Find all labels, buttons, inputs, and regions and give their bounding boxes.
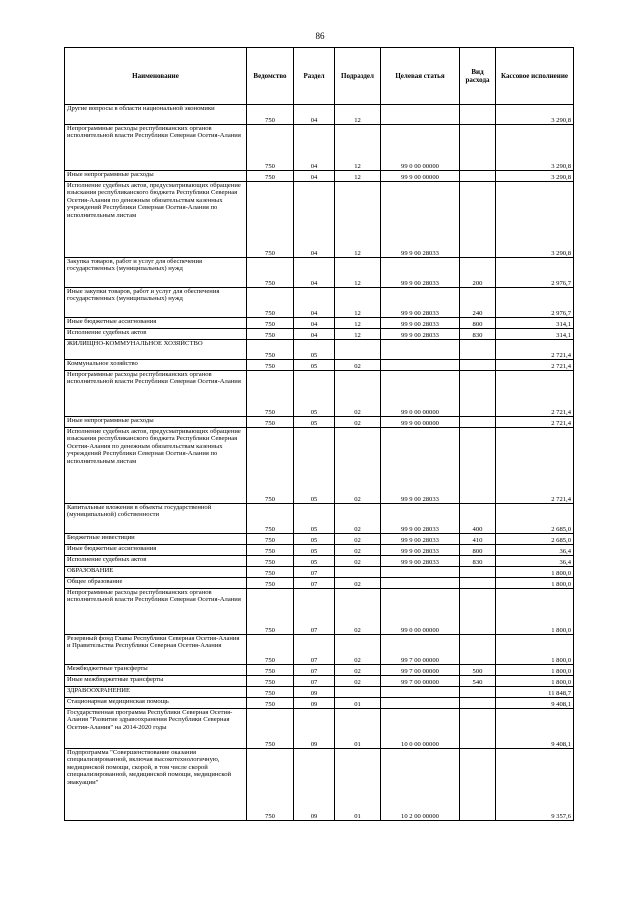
- row-subsection-cell: [335, 340, 381, 360]
- row-subsection-cell: 12: [335, 171, 381, 182]
- row-name-cell: Другие вопросы в области национальной экономики: [65, 105, 247, 125]
- row-section-cell: 07: [294, 567, 335, 578]
- row-subsection-cell: 02: [335, 545, 381, 556]
- row-amount-cell: 3 290,8: [496, 125, 574, 171]
- row-expense-type-cell: 400: [460, 504, 496, 534]
- row-name-cell: Иные непрограммные расходы: [65, 171, 247, 182]
- row-department-cell: 750: [247, 182, 294, 258]
- table-row: [65, 556, 574, 567]
- row-amount-cell: 314,1: [496, 318, 574, 329]
- row-department-cell: 750: [247, 589, 294, 635]
- row-amount-cell: 9 408,1: [496, 698, 574, 709]
- row-target-item-cell: 99 9 00 28033: [381, 504, 460, 534]
- table-row: [65, 258, 574, 288]
- row-name-cell: ЗДРАВООХРАНЕНИЕ: [65, 687, 247, 698]
- row-department-cell: 750: [247, 698, 294, 709]
- row-department-cell: 750: [247, 665, 294, 676]
- table-row: [65, 504, 574, 534]
- row-amount-cell: 314,1: [496, 329, 574, 340]
- row-section-cell: 04: [294, 171, 335, 182]
- row-amount-cell: 1 800,0: [496, 589, 574, 635]
- row-expense-type-cell: [460, 589, 496, 635]
- row-section-cell: 05: [294, 371, 335, 417]
- table-row: [65, 318, 574, 329]
- row-section-cell: 05: [294, 340, 335, 360]
- row-section-cell: 04: [294, 288, 335, 318]
- row-section-cell: 05: [294, 545, 335, 556]
- row-target-item-cell: 99 0 00 00000: [381, 589, 460, 635]
- row-section-cell: 07: [294, 578, 335, 589]
- row-target-item-cell: 99 9 00 00000: [381, 417, 460, 428]
- row-subsection-cell: 02: [335, 428, 381, 504]
- table-row: [65, 360, 574, 371]
- row-subsection-cell: 02: [335, 360, 381, 371]
- row-target-item-cell: 10 0 00 00000: [381, 709, 460, 749]
- row-expense-type-cell: [460, 687, 496, 698]
- row-target-item-cell: [381, 578, 460, 589]
- row-name-cell: Иные закупки товаров, работ и услуг для обеспечения государственных (муниципальных) нужд: [65, 288, 247, 318]
- table-row: [65, 687, 574, 698]
- row-expense-type-cell: 540: [460, 676, 496, 687]
- row-target-item-cell: 99 0 00 00000: [381, 371, 460, 417]
- row-expense-type-cell: 800: [460, 318, 496, 329]
- row-department-cell: 750: [247, 171, 294, 182]
- table-row: [65, 665, 574, 676]
- row-amount-cell: 3 290,8: [496, 105, 574, 125]
- row-target-item-cell: [381, 360, 460, 371]
- row-section-cell: 05: [294, 534, 335, 545]
- row-target-item-cell: 99 9 00 28033: [381, 182, 460, 258]
- row-subsection-cell: 01: [335, 709, 381, 749]
- row-amount-cell: 2 976,7: [496, 288, 574, 318]
- row-target-item-cell: 99 9 00 28033: [381, 545, 460, 556]
- row-name-cell: Бюджетные инвестиции: [65, 534, 247, 545]
- row-amount-cell: 2 721,4: [496, 371, 574, 417]
- row-department-cell: 750: [247, 318, 294, 329]
- column-header-section: Раздел: [294, 48, 335, 105]
- row-amount-cell: 9 408,1: [496, 709, 574, 749]
- row-amount-cell: 2 721,4: [496, 417, 574, 428]
- column-header-name: Наименование: [65, 48, 247, 105]
- row-name-cell: Стационарная медицинская помощь: [65, 698, 247, 709]
- row-department-cell: 750: [247, 105, 294, 125]
- budget-execution-table: [64, 47, 574, 821]
- table-row: [65, 171, 574, 182]
- row-target-item-cell: 99 9 00 28033: [381, 556, 460, 567]
- row-section-cell: 07: [294, 665, 335, 676]
- row-name-cell: Непрограммные расходы республиканских органов исполнительной власти Республики Северная Осетия-Алания: [65, 589, 247, 635]
- row-name-cell: Исполнение судебных актов: [65, 556, 247, 567]
- table-row: [65, 567, 574, 578]
- row-department-cell: 750: [247, 534, 294, 545]
- row-expense-type-cell: [460, 417, 496, 428]
- row-department-cell: 750: [247, 556, 294, 567]
- column-header-target-item: Целевая статья: [381, 48, 460, 105]
- table-row: [65, 182, 574, 258]
- row-amount-cell: 2 976,7: [496, 258, 574, 288]
- row-section-cell: 05: [294, 556, 335, 567]
- row-name-cell: Исполнение судебных актов: [65, 329, 247, 340]
- row-expense-type-cell: [460, 428, 496, 504]
- row-subsection-cell: 12: [335, 125, 381, 171]
- row-expense-type-cell: [460, 340, 496, 360]
- row-section-cell: 04: [294, 329, 335, 340]
- row-department-cell: 750: [247, 288, 294, 318]
- row-amount-cell: 2 685,0: [496, 534, 574, 545]
- table-row: [65, 545, 574, 556]
- row-name-cell: Иные бюджетные ассигнования: [65, 545, 247, 556]
- row-amount-cell: 1 800,0: [496, 578, 574, 589]
- table-row: [65, 340, 574, 360]
- row-subsection-cell: 02: [335, 635, 381, 665]
- row-department-cell: 750: [247, 578, 294, 589]
- table-row: [65, 105, 574, 125]
- row-section-cell: 09: [294, 749, 335, 821]
- row-name-cell: Резервный фонд Главы Республики Северная Осетия-Алания и Правительства Республики Северная Осетия-Алания: [65, 635, 247, 665]
- row-subsection-cell: 02: [335, 556, 381, 567]
- row-section-cell: 04: [294, 318, 335, 329]
- row-section-cell: 09: [294, 709, 335, 749]
- row-subsection-cell: 12: [335, 288, 381, 318]
- table-row: [65, 676, 574, 687]
- row-expense-type-cell: [460, 567, 496, 578]
- row-subsection-cell: 12: [335, 258, 381, 288]
- row-amount-cell: 1 800,0: [496, 676, 574, 687]
- row-subsection-cell: [335, 567, 381, 578]
- row-amount-cell: 1 800,0: [496, 567, 574, 578]
- row-subsection-cell: 01: [335, 749, 381, 821]
- row-expense-type-cell: 830: [460, 556, 496, 567]
- row-target-item-cell: 99 9 00 28033: [381, 258, 460, 288]
- row-expense-type-cell: [460, 182, 496, 258]
- table-row: [65, 288, 574, 318]
- row-name-cell: Закупка товаров, работ и услуг для обеспечения государственных (муниципальных) нужд: [65, 258, 247, 288]
- row-department-cell: 750: [247, 371, 294, 417]
- row-subsection-cell: 12: [335, 182, 381, 258]
- row-name-cell: ЖИЛИЩНО-КОММУНАЛЬНОЕ ХОЗЯЙСТВО: [65, 340, 247, 360]
- table-row: [65, 428, 574, 504]
- row-department-cell: 750: [247, 125, 294, 171]
- row-target-item-cell: 10 2 00 00000: [381, 749, 460, 821]
- row-name-cell: Подпрограмма "Совершенствование оказания специализированной, включая высокотехнологичную, медицинской помощи, скорой, в том числе скорой специализированной, медицинской помощи, медицинской эвакуации": [65, 749, 247, 821]
- table-row: [65, 709, 574, 749]
- row-amount-cell: 9 357,6: [496, 749, 574, 821]
- row-subsection-cell: 02: [335, 371, 381, 417]
- row-target-item-cell: [381, 340, 460, 360]
- row-expense-type-cell: 240: [460, 288, 496, 318]
- column-header-department: Ведомство: [247, 48, 294, 105]
- row-subsection-cell: [335, 687, 381, 698]
- row-department-cell: 750: [247, 340, 294, 360]
- row-section-cell: 04: [294, 182, 335, 258]
- row-expense-type-cell: [460, 171, 496, 182]
- row-department-cell: 750: [247, 504, 294, 534]
- row-amount-cell: 36,4: [496, 556, 574, 567]
- row-amount-cell: 1 800,0: [496, 665, 574, 676]
- row-name-cell: Межбюджетные трансферты: [65, 665, 247, 676]
- table-header-row: [65, 48, 574, 105]
- row-section-cell: 05: [294, 360, 335, 371]
- page-number: 86: [315, 31, 325, 41]
- row-department-cell: 750: [247, 360, 294, 371]
- table-body: [65, 105, 574, 821]
- table-row: [65, 589, 574, 635]
- row-target-item-cell: 99 9 00 00000: [381, 171, 460, 182]
- row-target-item-cell: 99 0 00 00000: [381, 125, 460, 171]
- row-subsection-cell: 12: [335, 105, 381, 125]
- row-expense-type-cell: 500: [460, 665, 496, 676]
- row-target-item-cell: 99 9 00 28033: [381, 329, 460, 340]
- row-amount-cell: 1 800,0: [496, 635, 574, 665]
- table-row: [65, 698, 574, 709]
- row-name-cell: Общее образование: [65, 578, 247, 589]
- row-amount-cell: 36,4: [496, 545, 574, 556]
- table-row: [65, 329, 574, 340]
- column-header-expense-type: Вид расхода: [460, 48, 496, 105]
- row-expense-type-cell: [460, 105, 496, 125]
- row-amount-cell: 2 721,4: [496, 360, 574, 371]
- row-section-cell: 05: [294, 428, 335, 504]
- row-subsection-cell: 02: [335, 589, 381, 635]
- row-department-cell: 750: [247, 545, 294, 556]
- row-department-cell: 750: [247, 329, 294, 340]
- row-name-cell: Капитальные вложения в объекты государственной (муниципальной) собственности: [65, 504, 247, 534]
- row-section-cell: 04: [294, 125, 335, 171]
- row-target-item-cell: [381, 105, 460, 125]
- row-expense-type-cell: [460, 635, 496, 665]
- table-row: [65, 371, 574, 417]
- row-name-cell: Иные межбюджетные трансферты: [65, 676, 247, 687]
- row-amount-cell: 2 721,4: [496, 340, 574, 360]
- table-row: [65, 534, 574, 545]
- row-subsection-cell: 01: [335, 698, 381, 709]
- row-name-cell: Государственная программа Республики Северная Осетия-Алания "Развитие здравоохранения Республики Северная Осетия-Алания" на 2014-2020 годы: [65, 709, 247, 749]
- row-subsection-cell: 12: [335, 318, 381, 329]
- row-subsection-cell: 02: [335, 676, 381, 687]
- row-target-item-cell: 99 9 00 28033: [381, 288, 460, 318]
- row-department-cell: 750: [247, 676, 294, 687]
- row-amount-cell: 2 685,0: [496, 504, 574, 534]
- row-department-cell: 750: [247, 417, 294, 428]
- table-row: [65, 125, 574, 171]
- row-department-cell: 750: [247, 428, 294, 504]
- row-section-cell: 04: [294, 105, 335, 125]
- row-expense-type-cell: [460, 371, 496, 417]
- row-expense-type-cell: [460, 125, 496, 171]
- row-amount-cell: 3 290,8: [496, 171, 574, 182]
- row-target-item-cell: [381, 698, 460, 709]
- row-expense-type-cell: 830: [460, 329, 496, 340]
- row-expense-type-cell: 410: [460, 534, 496, 545]
- row-department-cell: 750: [247, 709, 294, 749]
- row-name-cell: Иные непрограммные расходы: [65, 417, 247, 428]
- row-expense-type-cell: [460, 360, 496, 371]
- column-header-subsection: Подраздел: [335, 48, 381, 105]
- row-name-cell: Непрограммные расходы республиканских органов исполнительной власти Республики Северная Осетия-Алания: [65, 125, 247, 171]
- row-expense-type-cell: [460, 578, 496, 589]
- row-section-cell: 05: [294, 504, 335, 534]
- row-department-cell: 750: [247, 258, 294, 288]
- row-amount-cell: 3 290,8: [496, 182, 574, 258]
- row-expense-type-cell: 800: [460, 545, 496, 556]
- table-row: [65, 578, 574, 589]
- row-department-cell: 750: [247, 749, 294, 821]
- row-expense-type-cell: 200: [460, 258, 496, 288]
- row-department-cell: 750: [247, 567, 294, 578]
- row-target-item-cell: 99 7 00 00000: [381, 676, 460, 687]
- row-department-cell: 750: [247, 687, 294, 698]
- row-name-cell: Иные бюджетные ассигнования: [65, 318, 247, 329]
- row-section-cell: 07: [294, 635, 335, 665]
- row-section-cell: 09: [294, 698, 335, 709]
- row-section-cell: 07: [294, 589, 335, 635]
- row-section-cell: 09: [294, 687, 335, 698]
- row-section-cell: 07: [294, 676, 335, 687]
- row-target-item-cell: 99 7 00 00000: [381, 665, 460, 676]
- row-subsection-cell: 02: [335, 578, 381, 589]
- table-row: [65, 417, 574, 428]
- row-expense-type-cell: [460, 698, 496, 709]
- row-subsection-cell: 02: [335, 665, 381, 676]
- row-section-cell: 05: [294, 417, 335, 428]
- row-section-cell: 04: [294, 258, 335, 288]
- row-name-cell: Непрограммные расходы республиканских органов исполнительной власти Республики Северная Осетия-Алания: [65, 371, 247, 417]
- row-name-cell: Исполнение судебных актов, предусматривающих обращение взыскания республиканского бюджета Республики Северная Осетия-Алания по денежным обязательствам казенных учреждений Республики Северная Осетия-Алания по исполнительным листам: [65, 428, 247, 504]
- row-name-cell: Исполнение судебных актов, предусматривающих обращение взыскания республиканского бюджета Республики Северная Осетия-Алания по денежным обязательствам казенных учреждений Республики Северная Осетия-Алания по исполнительным листам: [65, 182, 247, 258]
- row-target-item-cell: 99 9 00 28033: [381, 318, 460, 329]
- row-amount-cell: 11 848,7: [496, 687, 574, 698]
- row-name-cell: Коммунальное хозяйство: [65, 360, 247, 371]
- row-subsection-cell: 02: [335, 504, 381, 534]
- table-row: [65, 749, 574, 821]
- row-department-cell: 750: [247, 635, 294, 665]
- column-header-cash-execution: Кассовое исполнение: [496, 48, 574, 105]
- row-target-item-cell: 99 9 00 28033: [381, 534, 460, 545]
- row-subsection-cell: 12: [335, 329, 381, 340]
- row-subsection-cell: 02: [335, 534, 381, 545]
- row-target-item-cell: 99 9 00 28033: [381, 428, 460, 504]
- row-target-item-cell: [381, 567, 460, 578]
- row-amount-cell: 2 721,4: [496, 428, 574, 504]
- row-expense-type-cell: [460, 709, 496, 749]
- row-target-item-cell: 99 7 00 00000: [381, 635, 460, 665]
- row-subsection-cell: 02: [335, 417, 381, 428]
- row-name-cell: ОБРАЗОВАНИЕ: [65, 567, 247, 578]
- row-target-item-cell: [381, 687, 460, 698]
- table-row: [65, 635, 574, 665]
- row-expense-type-cell: [460, 749, 496, 821]
